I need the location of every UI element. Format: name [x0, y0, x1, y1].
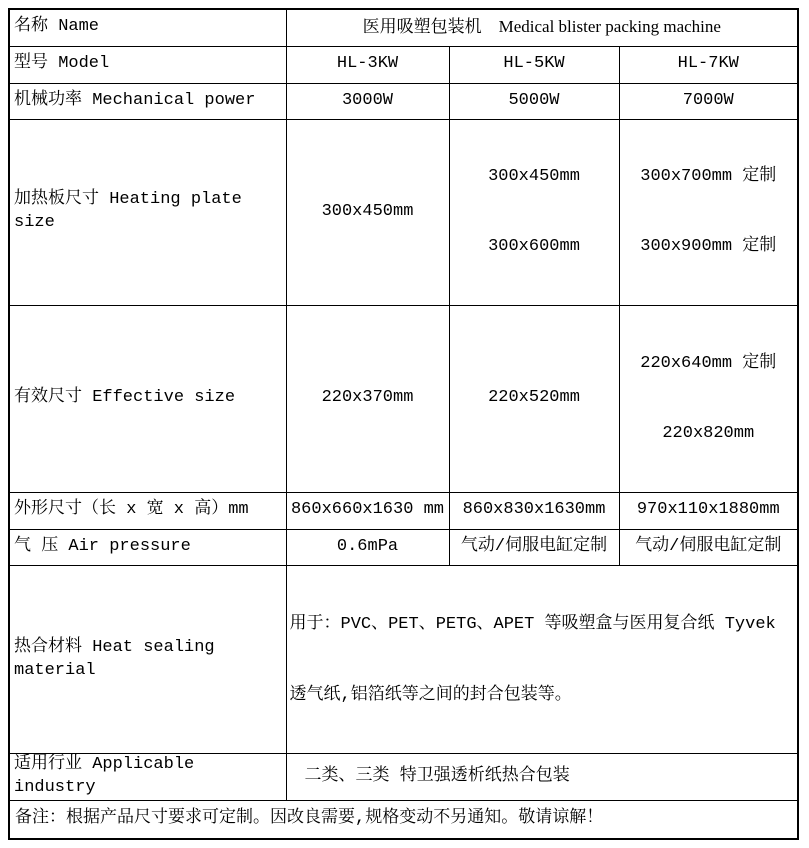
value-heating-3-line1: 300x700mm 定制 [640, 167, 777, 187]
table-row-name [9, 9, 798, 46]
value-heat-sealing-material [286, 565, 798, 754]
label-name: 名称 Name [9, 9, 286, 46]
value-effective-2: 220x520mm [449, 306, 619, 493]
value-dimensions-3: 970x110x1880mm [619, 492, 798, 529]
value-applicable-industry: 二类、三类 特卫强透析纸热合包装 [286, 754, 798, 801]
value-air-pressure-3: 气动/伺服电缸定制 [619, 529, 798, 565]
note-text: 备注：根据产品尺寸要求可定制。因改良需要,规格变动不另通知。敬请谅解！ [9, 801, 798, 839]
label-outer-dimensions: 外形尺寸（长 x 宽 x 高）mm [9, 492, 286, 529]
value-heating-1: 300x450mm [286, 119, 449, 306]
table-row-applicable-industry [9, 754, 798, 801]
label-model: 型号 Model [9, 46, 286, 83]
table-row-outer-dimensions [9, 492, 798, 529]
value-power-3: 7000W [619, 83, 798, 119]
value-model-3: HL-7KW [619, 46, 798, 83]
label-heat-sealing-material: 热合材料 Heat sealing material [9, 565, 286, 754]
value-effective-3 [619, 306, 798, 493]
label-mechanical-power: 机械功率 Mechanical power [9, 83, 286, 119]
table-row-mechanical-power [9, 83, 798, 119]
label-applicable-industry: 适用行业 Applicable industry [9, 754, 286, 801]
spec-table [8, 8, 799, 840]
label-air-pressure: 气 压 Air pressure [9, 529, 286, 565]
value-effective-3-line2: 220x820mm [662, 423, 755, 443]
value-effective-3-line1: 220x640mm 定制 [640, 354, 777, 373]
value-power-2: 5000W [449, 83, 619, 119]
value-heat-sealing-line1: 用于：PVC、PET、PETG、APET 等吸塑盒与医用复合纸 Tyvek [289, 614, 776, 634]
value-model-1: HL-3KW [286, 46, 449, 83]
value-heating-2-line1: 300x450mm [488, 167, 580, 187]
label-heating-plate-size: 加热板尺寸 Heating plate size [9, 119, 286, 306]
value-heating-2 [449, 119, 619, 306]
table-row-note [9, 801, 798, 839]
value-air-pressure-2: 气动/伺服电缸定制 [449, 529, 619, 565]
table-row-effective-size [9, 306, 798, 493]
value-heating-3-line2: 300x900mm 定制 [640, 237, 777, 257]
value-heat-sealing-line2: 透气纸,铝箔纸等之间的封合包装等。 [289, 685, 572, 705]
label-effective-size: 有效尺寸 Effective size [9, 306, 286, 493]
table-row-heat-sealing-material [9, 565, 798, 754]
value-dimensions-1: 860x660x1630 mm [286, 492, 449, 529]
value-dimensions-2: 860x830x1630mm [449, 492, 619, 529]
value-power-1: 3000W [286, 83, 449, 119]
table-row-air-pressure [9, 529, 798, 565]
value-model-2: HL-5KW [449, 46, 619, 83]
machine-title: 医用吸塑包装机 Medical blister packing machine [286, 9, 798, 46]
value-heating-3 [619, 119, 798, 306]
value-heating-2-line2: 300x600mm [488, 237, 580, 257]
value-effective-1: 220x370mm [286, 306, 449, 493]
table-row-model [9, 46, 798, 83]
value-air-pressure-1: 0.6mPa [286, 529, 449, 565]
table-row-heating-plate-size [9, 119, 798, 306]
